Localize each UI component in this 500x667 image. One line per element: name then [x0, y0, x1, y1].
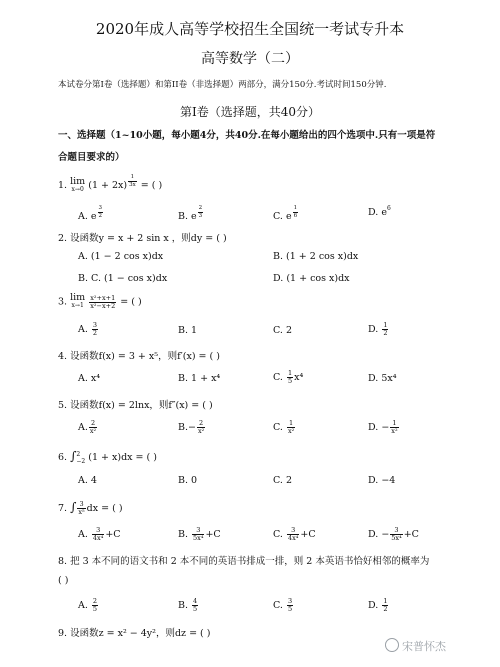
question-8-option-d[interactable]: D. $\frac{1}{2}$ [368, 597, 388, 613]
question-2-stem: 2. 设函数y = x + 2 sin x ，则dy = ( ) [58, 233, 227, 244]
question-1-option-d[interactable]: D. $e^6$ [368, 205, 391, 218]
question-4-stem: 4. 设函数f(x) = 3 + x⁵，则f′(x) = ( ) [58, 351, 220, 362]
question-3-option-a[interactable]: A. $\frac{3}{2}$ [78, 321, 98, 337]
question-7-option-a[interactable]: A. $\frac{3}{\text{4x⁴}}$ +C [78, 526, 121, 542]
question-3-option-d[interactable]: D. $\frac{1}{2}$ [368, 321, 388, 337]
question-1-option-b[interactable]: B. e $^{\frac{2}{3}}$ [178, 205, 203, 222]
question-5-option-d[interactable]: D. − $\frac{1}{\text{x²}}$ [368, 419, 398, 435]
question-6-number: 6. [58, 452, 68, 463]
question-6-option-a[interactable]: A. 4 [78, 475, 97, 486]
question-7-option-b[interactable]: B. $\frac{3}{\text{5x⁴}}$ +C [178, 526, 221, 542]
question-4-option-c[interactable]: C. $\frac{1}{5}$ x⁴ [273, 369, 304, 385]
question-1-number: 1. [58, 180, 68, 191]
account-icon [385, 638, 399, 652]
question-5-option-c[interactable]: C. $\frac{1}{\text{x²}}$ [273, 419, 295, 435]
question-1-option-c[interactable]: C. e $^{\frac{1}{6}}$ [273, 205, 298, 222]
question-7-option-c[interactable]: C. $\frac{3}{\text{4x⁴}}$ +C [273, 526, 316, 542]
question-4-option-b[interactable]: B. 1 + x⁴ [178, 373, 221, 384]
question-3-answer-slot: = ( ) [120, 296, 142, 308]
question-5-option-b[interactable]: B.− $\frac{2}{\text{x²}}$ [178, 419, 205, 435]
question-6-stem: 6. ∫ 2 −2 (1 + x)dx = ( ) [58, 449, 157, 465]
question-4-option-a[interactable]: A. x⁴ [78, 373, 101, 384]
question-1-stem: 1. lim x→0 (1 + 2x) $^{\frac{1}{3x}}$ = ( ) [58, 174, 163, 193]
question-3-number: 3. [58, 296, 68, 308]
question-3-option-c[interactable]: C. 2 [273, 325, 293, 336]
question-7-answer-slot: = ( ) [101, 503, 123, 514]
question-8-option-a[interactable]: A. $\frac{2}{5}$ [78, 597, 98, 613]
question-8-option-b[interactable]: B. $\frac{4}{5}$ [178, 597, 198, 613]
question-1-expression: (1 + 2x) [88, 180, 128, 191]
question-3-option-b[interactable]: B. 1 [178, 325, 198, 336]
question-1-option-a[interactable]: A. e $^{\frac{3}{2}}$ [78, 205, 103, 222]
section-heading-line2: 合题目要求的） [58, 152, 125, 163]
question-5-option-a[interactable]: A. $\frac{2}{\text{x²}}$ [78, 419, 97, 435]
exam-title: 2020年成人高等学校招生全国统一考试专升本 [95, 20, 405, 38]
exam-subtitle: 高等数学（二） [201, 51, 299, 67]
question-6-option-b[interactable]: B. 0 [178, 475, 198, 486]
question-6-option-d[interactable]: D. −4 [368, 475, 396, 486]
question-2-option-c[interactable]: B. C. (1 − cos x)dx [78, 273, 168, 284]
watermark: 宋普怀杰 [385, 638, 446, 654]
question-2-option-d[interactable]: D. (1 + cos x)dx [273, 273, 350, 284]
question-2-option-a[interactable]: A. (1 − 2 cos x)dx [78, 251, 164, 262]
question-4-option-d[interactable]: D. 5x⁴ [368, 373, 397, 384]
question-7-option-d[interactable]: D. − $\frac{3}{\text{5x⁴}}$ +C [368, 526, 419, 542]
question-8-option-c[interactable]: C. $\frac{3}{5}$ [273, 597, 293, 613]
question-7-stem: 7. ∫ $\frac{3}{\text{x⁵}}$ dx = ( ) [58, 500, 123, 516]
question-8-stem-line2: ( ) [58, 575, 69, 586]
question-3-stem: 3. lim x→1 $\frac{\text{x²+x+1}}{\text{x²−x+2}}$ = ( ) [58, 292, 142, 310]
question-5-stem: 5. 设函数f(x) = 2lnx，则f″(x) = ( ) [58, 400, 213, 411]
section-heading-line1: 一、选择题（1~10小题，每小题4分，共40分.在每小题给出的四个选项中.只有一项是符 [58, 130, 436, 141]
part-heading: 第I卷（选择题，共40分） [179, 105, 320, 119]
question-7-number: 7. [58, 503, 68, 514]
question-6-option-c[interactable]: C. 2 [273, 475, 293, 486]
question-8-stem-line1: 8. 把 3 本不同的语文书和 2 本不同的英语书排成一排，则 2 本英语书恰好相邻的概率为 [58, 556, 430, 567]
question-6-expression: (1 + x)dx = ( ) [88, 452, 157, 463]
question-1-answer-slot: = ( ) [140, 180, 163, 191]
question-2-option-b[interactable]: B. (1 + 2 cos x)dx [273, 251, 359, 262]
question-9-stem: 9. 设函数z = x² − 4y²，则dz = ( ) [58, 628, 211, 639]
exam-instructions: 本试卷分第I卷（选择题）和第II卷（非选择题）两部分，满分150分.考试时间150分钟. [58, 80, 387, 90]
